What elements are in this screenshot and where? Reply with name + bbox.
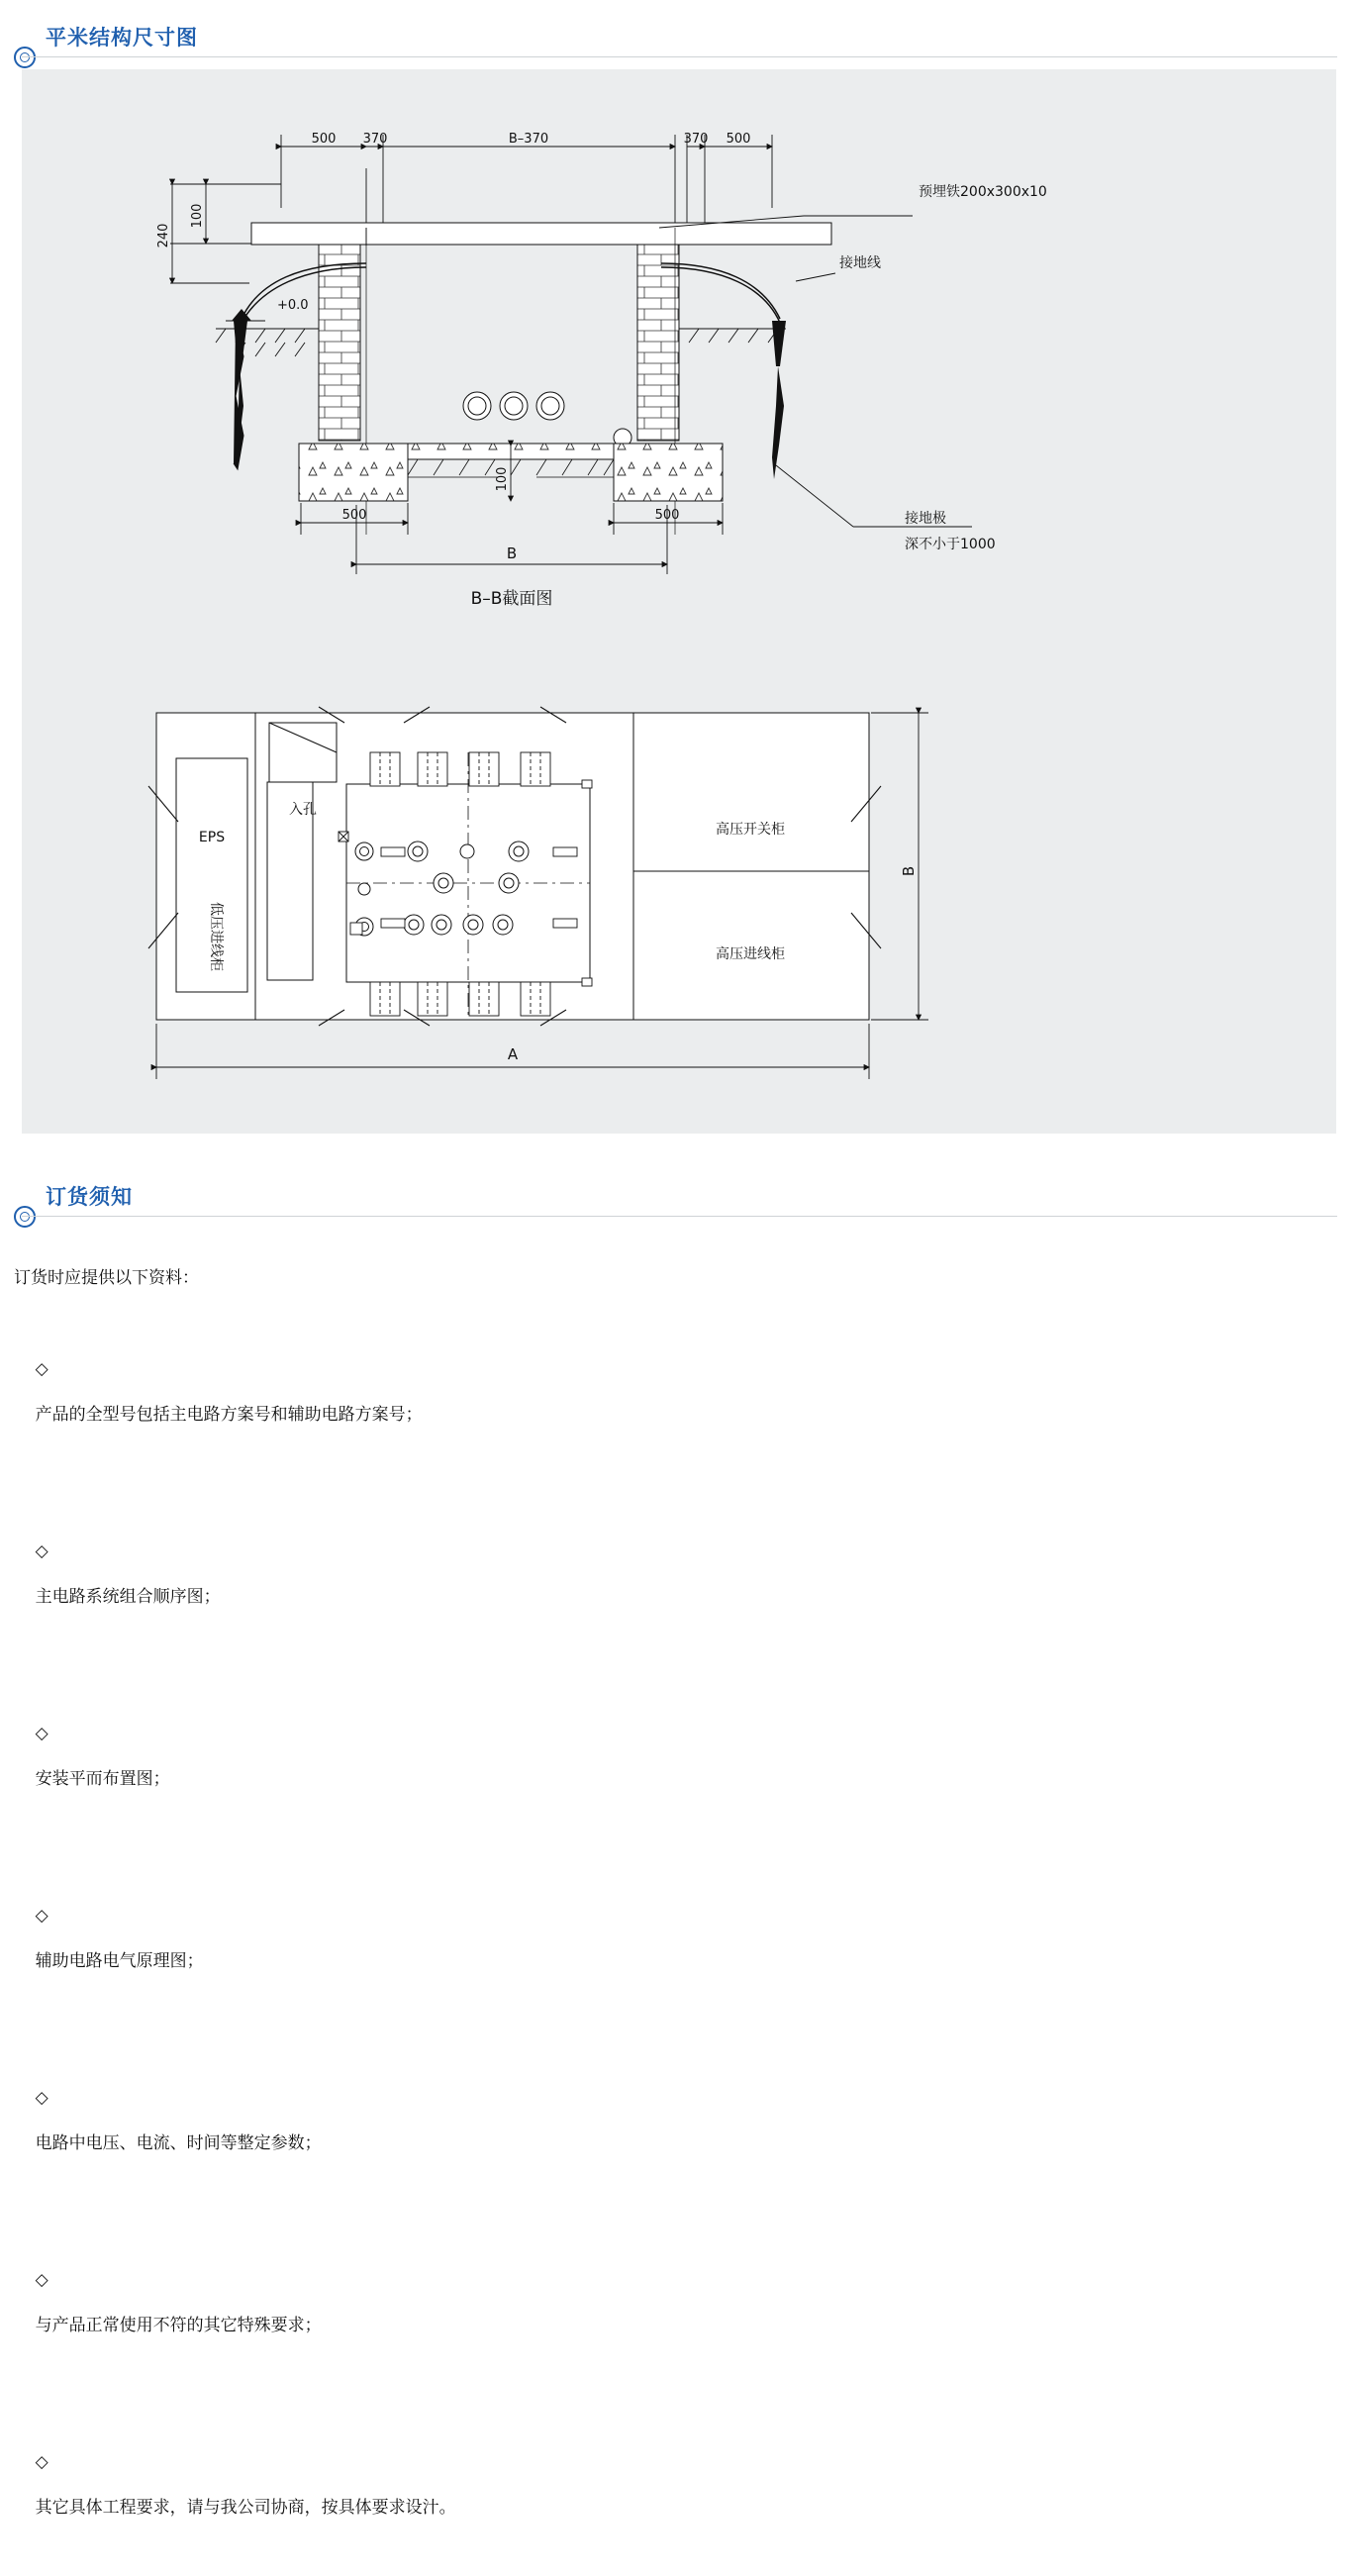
- dim-label-240-left: 240: [156, 223, 171, 248]
- order-item-1: [14, 1483, 1340, 1665]
- dim-label-b-total: B: [506, 545, 518, 562]
- label-hv-switch-cabinet: 高压开关柜: [716, 822, 785, 838]
- dim-label-500-right: 500: [726, 132, 751, 147]
- earth-rod-right: [772, 321, 786, 479]
- order-intro: 订货时应提供以下资料：: [14, 1268, 199, 1288]
- level-mark-label: +0.0: [277, 298, 309, 313]
- section-divider: [22, 56, 1337, 57]
- dim-label-inner-100: 100: [495, 466, 510, 492]
- dim-label-b-370: B–370: [508, 132, 549, 147]
- order-bullet-4: ◇: [35, 2088, 49, 2108]
- order-item-text-3: 辅助电路电气原理图；: [35, 1951, 204, 1971]
- section-title-order: 订货须知: [46, 1185, 133, 1209]
- label-hv-incoming-cabinet: 高压进线柜: [716, 946, 785, 962]
- foundation-right: [614, 444, 723, 501]
- dim-label-500-base-right: 500: [654, 508, 680, 523]
- dim-label-100-left: 100: [190, 203, 205, 229]
- label-lv-incoming-cabinet: 低压进线柜: [208, 902, 224, 971]
- cable-ducts: [463, 392, 631, 446]
- section-bullet-icon: [14, 47, 36, 68]
- order-item-3: [14, 1847, 1340, 2030]
- dim-label-500-base-left: 500: [341, 508, 367, 523]
- section-caption-bb: B–B截面图: [470, 589, 553, 609]
- order-item-text-4: 电路中电压、电流、时间等整定参数；: [35, 2133, 322, 2153]
- order-item-4: [14, 2030, 1340, 2212]
- order-item-text-2: 安装平而布置图；: [35, 1769, 170, 1789]
- order-bullet-6: ◇: [35, 2452, 49, 2472]
- top-dimension-chain: [281, 135, 772, 228]
- order-bullet-5: ◇: [35, 2270, 49, 2290]
- order-item-text-0: 产品的全型号包括主电路方案号和辅助电路方案号；: [35, 1405, 423, 1425]
- drawing-svg: [22, 69, 1336, 1134]
- dim-label-370-left: 370: [362, 132, 388, 147]
- order-bullet-1: ◇: [35, 1541, 49, 1561]
- order-bullet-0: ◇: [35, 1359, 49, 1379]
- right-pier: [637, 245, 679, 441]
- order-item-0: [14, 1301, 1340, 1483]
- dim-label-500-left: 500: [311, 132, 337, 147]
- order-item-2: [14, 1665, 1340, 1847]
- ground-wire-leader: [796, 273, 835, 281]
- ground-line-left: [216, 329, 319, 356]
- order-item-text-6: 其它具体工程要求，请与我公司协商，按具体要求设汁。: [35, 2498, 456, 2518]
- top-slab: [251, 223, 831, 245]
- section-title-drawing: 平米结构尺寸图: [46, 26, 198, 50]
- label-manhole: 入孔: [289, 802, 317, 818]
- label-ground-wire: 接地线: [839, 255, 881, 271]
- foundation-left: [299, 444, 408, 501]
- plan-view: [148, 707, 928, 1079]
- section-header-order: [0, 1173, 1359, 1217]
- order-bullet-3: ◇: [35, 1906, 49, 1926]
- plan-dim-label-b: B: [900, 865, 918, 877]
- label-eps: EPS: [198, 830, 226, 845]
- ground-line-right: [679, 329, 786, 343]
- section-bullet-icon-2: [14, 1206, 36, 1228]
- label-ground-pole-depth: 深不小于1000: [905, 537, 996, 552]
- technical-drawing-panel: [22, 69, 1336, 1134]
- dim-label-370-right: 370: [683, 132, 709, 147]
- order-item-text-5: 与产品正常使用不符的其它特殊要求；: [35, 2316, 322, 2335]
- left-pier: [319, 245, 360, 441]
- section-divider-2: [22, 1216, 1337, 1217]
- order-bullet-2: ◇: [35, 1724, 49, 1743]
- order-notice-list: [14, 1255, 1340, 2576]
- order-item-text-1: 主电路系统组合顺序图；: [35, 1587, 221, 1607]
- plan-dim-label-a: A: [507, 1045, 519, 1063]
- section-header-drawing: [0, 14, 1359, 57]
- label-ground-pole: 接地极: [905, 511, 946, 527]
- label-embedded-iron: 预埋铁200x300x10: [919, 184, 1047, 200]
- order-item-5: [14, 2212, 1340, 2394]
- order-item-6: [14, 2394, 1340, 2576]
